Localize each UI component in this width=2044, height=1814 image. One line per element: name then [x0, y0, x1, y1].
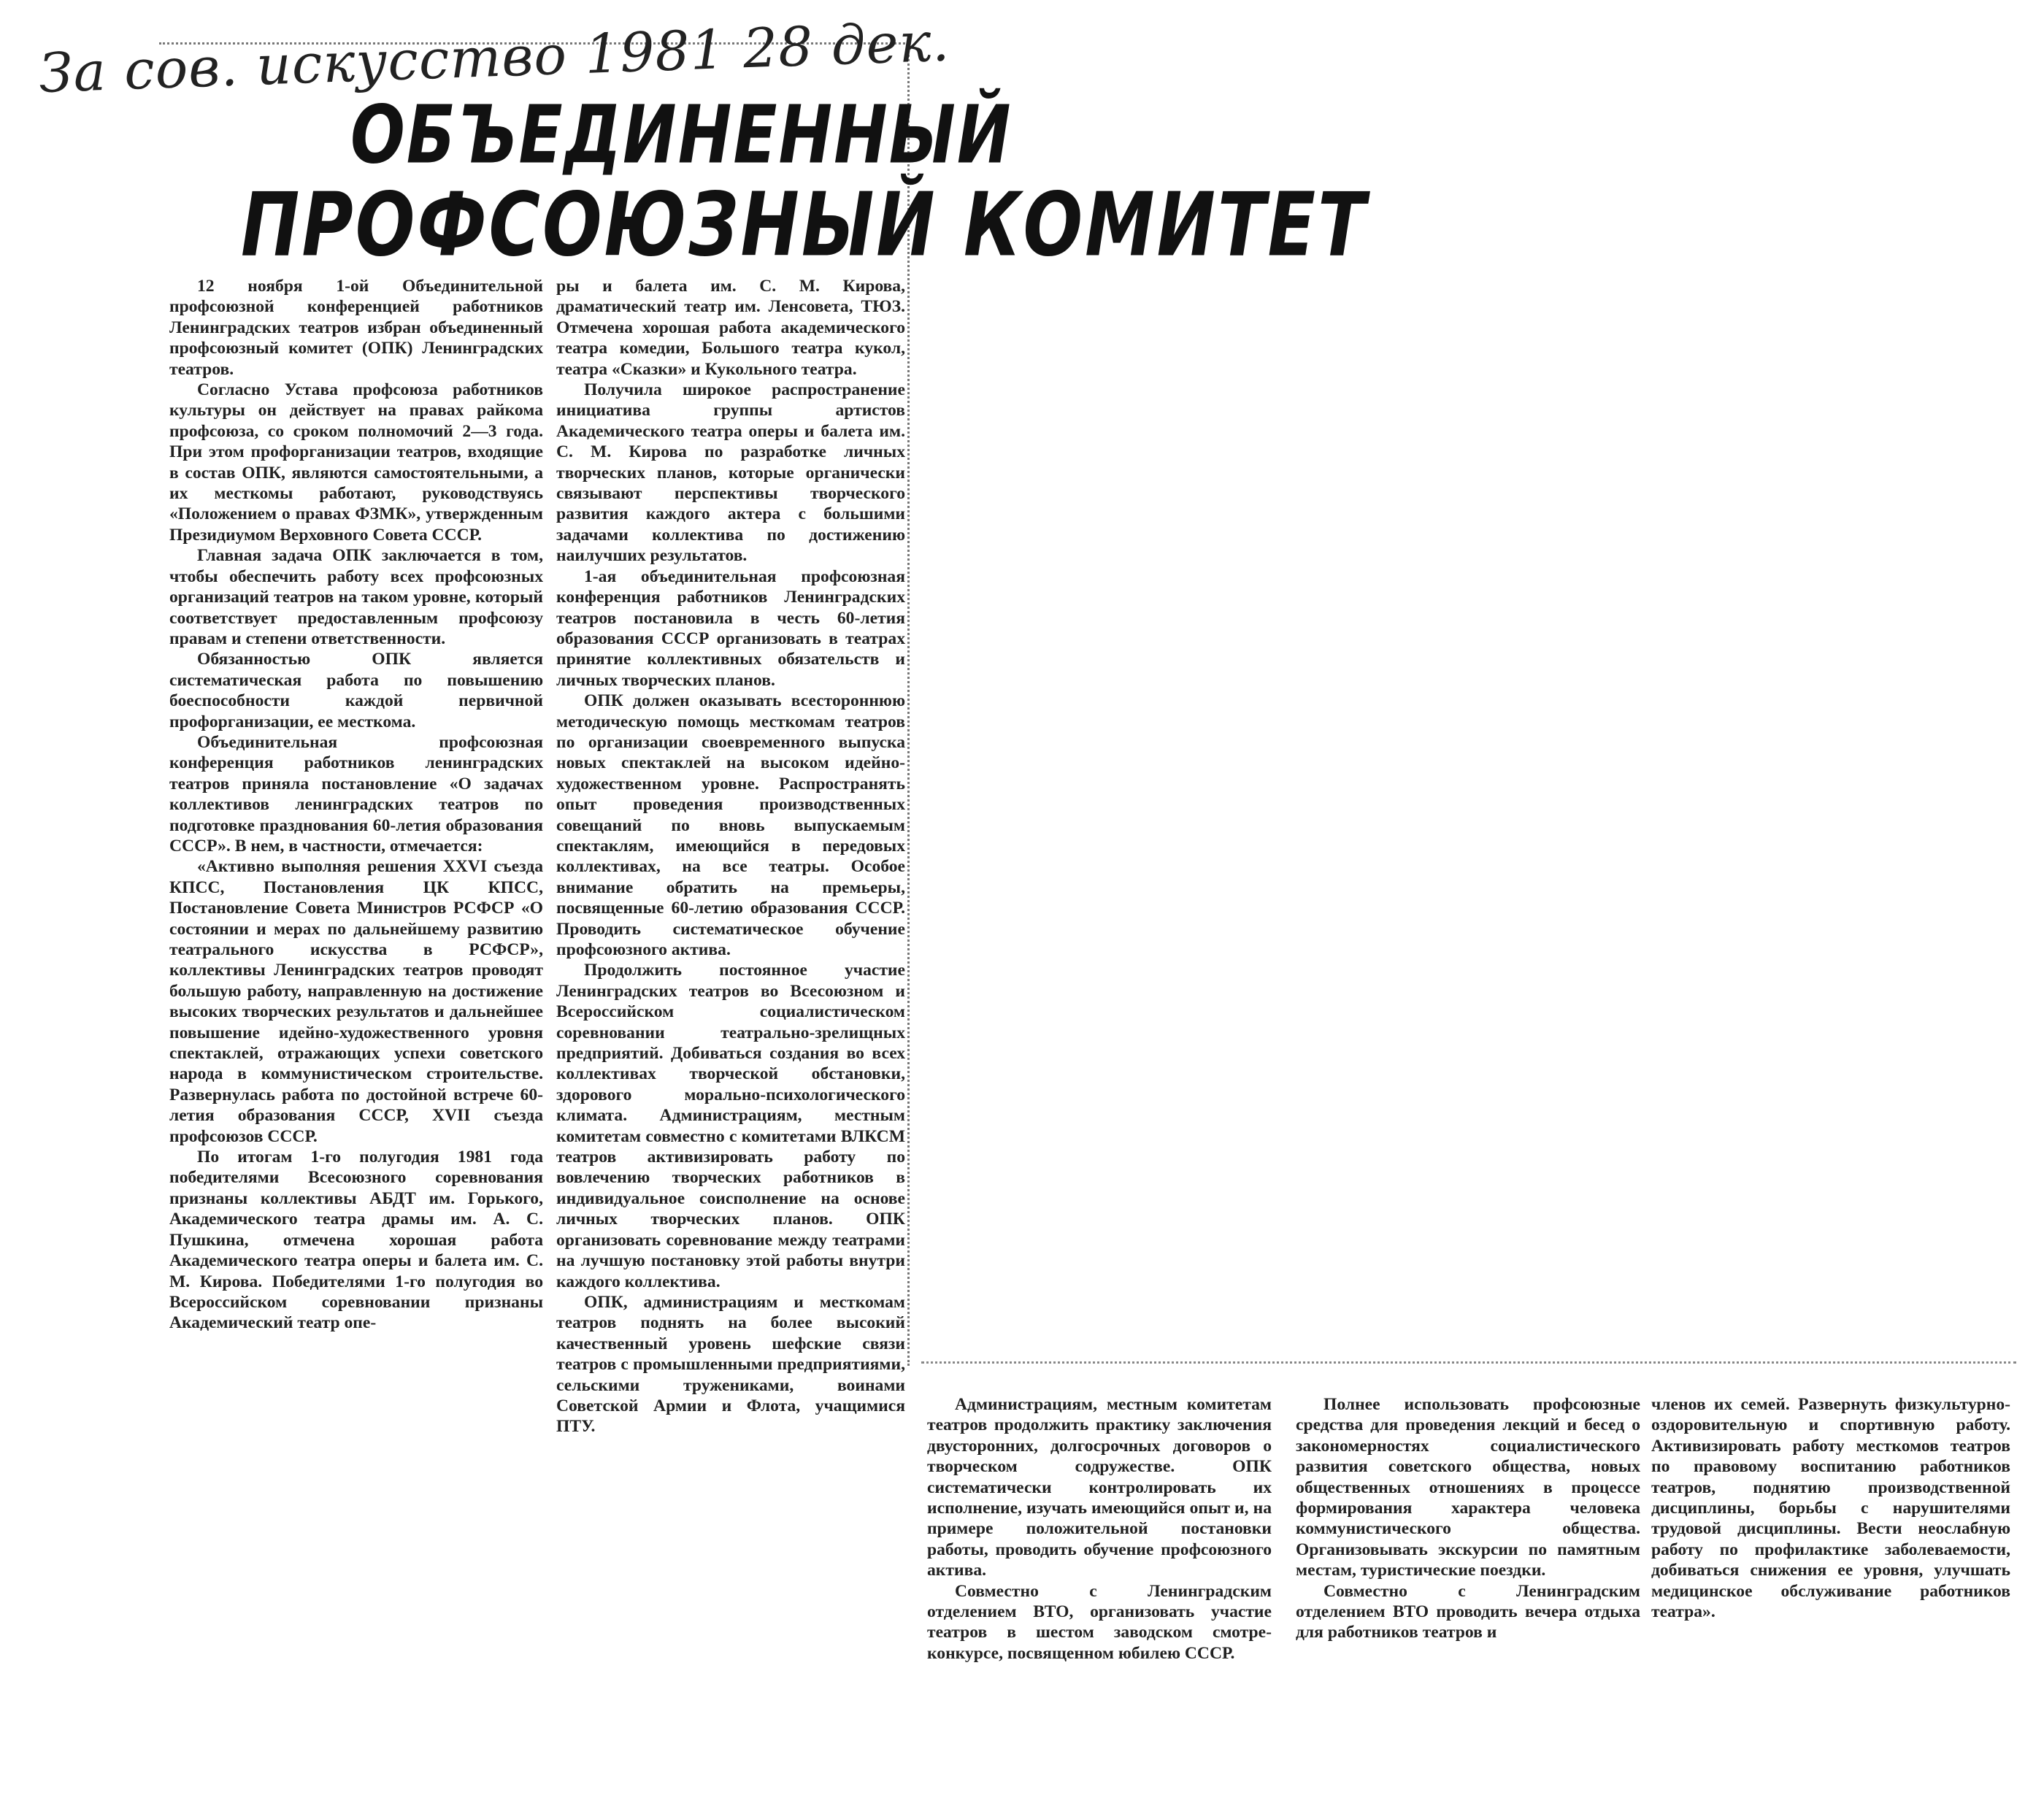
- article-column-4: [1296, 1394, 1640, 1643]
- paragraph: Получила широкое распространение инициатива группы артистов Академического театра оперы и балета им. С. М. Кирова по разработке личных творческих планов, которые органически связывают перспективы творческого развития каждого актера с большими задачами коллектива по достижению наилучших результатов.: [556, 380, 905, 566]
- paragraph: По итогам 1-го полугодия 1981 года победителями Всесоюзного соревнования признаны коллективы АБДТ им. Горького, Академического театра драмы им. А. С. Пушкина, отмечена хорошая работа Академического театра оперы и балета им. С. М. Кирова. Победителями 1-го полугодия во Всероссийском соревновании признаны Академический театр опе-: [169, 1148, 543, 1333]
- headline-line-2: ПРОФСОЮЗНЫЙ КОМИТЕТ: [241, 174, 1368, 276]
- article-column-5: [1651, 1394, 2010, 1622]
- paragraph: Администрациям, местным комитетам театров продолжить практику заключения двусторонних, долгосрочных договоров о творческом содружестве. ОПК систематически контролировать их исполнение, изучать имеющийся опыт и, на примере положительной постановки работы, проводить обучение профсоюзного актива.: [927, 1395, 1272, 1580]
- paragraph: ОПК должен оказывать всестороннюю методическую помощь месткомам театров по организации своевременного выпуска новых спектаклей на высоком идейно-художественном уровне. Распространять опыт проведения производственных совещаний по вновь выпускаемым спектаклям, имеющийся в передовых коллективах, на все театры. Особое внимание обратить на премьеры, посвященные 60-летию образования СССР. Проводить систематическое обучение профсоюзного актива.: [556, 691, 905, 959]
- article-column-1: [169, 276, 543, 1334]
- paragraph: Объединительная профсоюзная конференция работников ленинградских театров приняла постановление «О задачах коллективов ленинградских театров по подготовке празднования 60-летия образования СССР». В нем, в частности, отмечается:: [169, 732, 543, 856]
- paragraph: ры и балета им. С. М. Кирова, драматический театр им. Ленсовета, ТЮЗ. Отмечена хорошая работа академического театра комедии, Большого театра кукол, театра «Сказки» и Кукольного театра.: [556, 277, 905, 379]
- paragraph: Согласно Устава профсоюза работников культуры он действует на правах райкома профсоюза, со сроком полномочий 2—3 года. При этом профорганизации театров, входящие в состав ОПК, являются самостоятельными, а их месткомы работают, руководствуясь «Положением о правах ФЗМК», утвержденным Президиумом Верховного Совета СССР.: [169, 380, 543, 545]
- article-column-2: [556, 276, 905, 1437]
- paragraph: Обязанностью ОПК является систематическая работа по повышению боеспособности каждой первичной профорганизации, ее месткома.: [169, 650, 543, 731]
- paragraph: членов их семей. Развернуть физкультурно-оздоровительную и спортивную работу. Активизировать работу месткомов театров по правовому воспитанию работников театров, поднятию производственной дисциплины, борьбы с нарушителями трудовой дисциплины. Вести неослабную работу по профилактике заболеваемости, добиваться снижения ее уровня, улучшать медицинское обслуживание работников театра».: [1651, 1395, 2010, 1622]
- paragraph: «Активно выполняя решения XXVI съезда КПСС, Постановления ЦК КПСС, Постановление Совета Министров РСФСР «О состоянии и мерах по дальнейшему развитию театрального искусства в РСФСР», коллективы Ленинградских театров проводят большую работу, направленную на достижение высоких творческих результатов и дальнейшее повышение идейно-художественного уровня спектаклей, отражающих успехи советского народа в коммунистическом строительстве. Развернулась работа по достойной встрече 60-летия образования СССР, XVII съезда профсоюзов СССР.: [169, 857, 543, 1146]
- paragraph: 12 ноября 1-ой Объединительной профсоюзной конференцией работников Ленинградских театров избран объединенный профсоюзный комитет (ОПК) Ленинградских театров.: [169, 277, 543, 379]
- handwritten-source-note: За сов. искусство 1981 28 дек.: [38, 10, 951, 105]
- paragraph: 1-ая объединительная профсоюзная конференция работников Ленинградских театров постановила в честь 60-летия образования СССР организовать в театрах принятие коллективных обязательств и личных творческих планов.: [556, 566, 905, 690]
- paragraph: Совместно с Ленинградским отделением ВТО проводить вечера отдыха для работников театров и: [1296, 1581, 1640, 1642]
- paragraph: Продолжить постоянное участие Ленинградских театров во Всесоюзном и Всероссийском социалистическом соревновании театрально-зрелищных предприятий. Добиваться создания во всех коллективах творческой обстановки, здорового морально-психологического климата. Администрациям, местным комитетам совместно с комитетами ВЛКСМ театров активизировать работу по вовлечению творческих работников в индивидуальное соисполнение на основе личных творческих планов. ОПК организовать соревнование между театрами на лучшую постановку этой работы внутри каждого коллектива.: [556, 961, 905, 1291]
- paragraph: Главная задача ОПК заключается в том, чтобы обеспечить работу всех профсоюзных организаций театров на таком уровне, который соответствует предоставленным профсоюзу правам и степени ответственности.: [169, 546, 543, 648]
- paragraph: Совместно с Ленинградским отделением ВТО, организовать участие театров в шестом заводском смотре-конкурсе, посвященном юбилею СССР.: [927, 1581, 1272, 1663]
- headline-line-1: ОБЪЕДИНЕННЫЙ: [350, 88, 1013, 182]
- article-column-3: [927, 1394, 1272, 1664]
- paragraph: ОПК, администрациям и месткомам театров поднять на более высокий качественный уровень шефские связи театров с промышленными предприятиями, сельскими тружениками, воинами Советской Армии и Флота, учащимися ПТУ.: [556, 1292, 905, 1437]
- paragraph: Полнее использовать профсоюзные средства для проведения лекций и бесед о закономерностях социалистического развития советского общества, новых общественных отношениях в процессе формирования характера человека коммунистического общества. Организовывать экскурсии по памятным местам, туристические поездки.: [1296, 1395, 1640, 1580]
